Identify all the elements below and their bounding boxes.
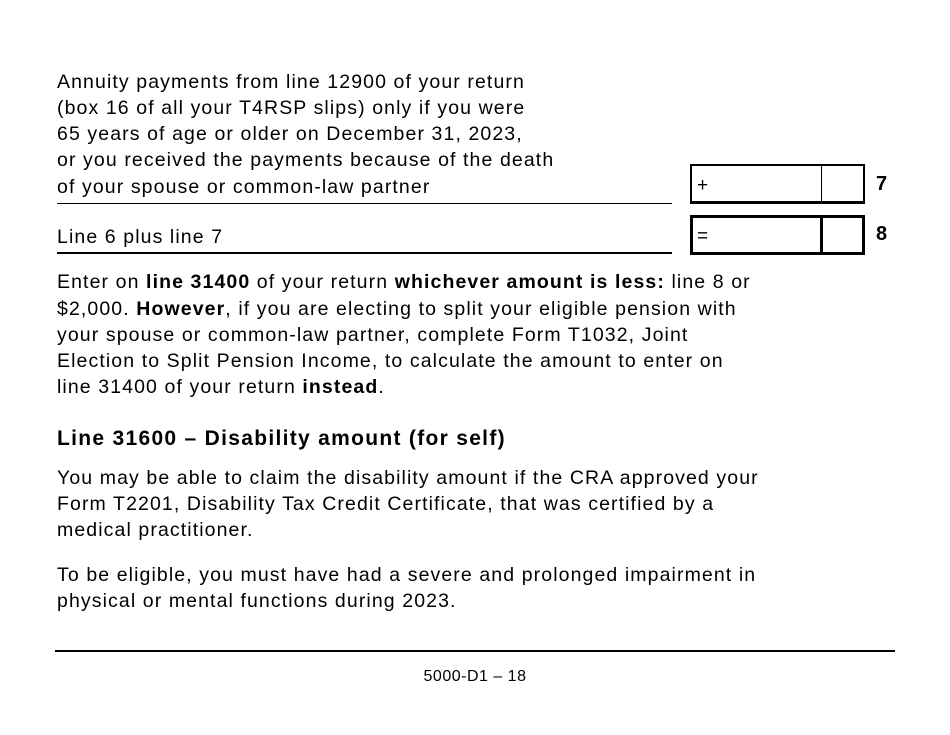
- instruction-line-2: $2,000. However, if you are electing to split your eligible pension with: [57, 298, 737, 320]
- equals-sign: =: [697, 226, 709, 247]
- line7-text-3: 65 years of age or older on December 31, 2023,: [57, 123, 523, 145]
- line7-underline: [57, 203, 672, 204]
- line7-text-5: of your spouse or common-law partner: [57, 176, 431, 198]
- para1-line-1: You may be able to claim the disability amount if the CRA approved your: [57, 467, 759, 489]
- line7-text-4: or you received the payments because of the death: [57, 149, 555, 171]
- instruction-line-4: Election to Split Pension Income, to calculate the amount to enter on: [57, 350, 724, 372]
- line8-underline: [57, 252, 672, 254]
- page-footer: 5000-D1 – 18: [423, 668, 527, 685]
- line7-text-1: Annuity payments from line 12900 of your return: [57, 71, 525, 93]
- para2-line-2: physical or mental functions during 2023.: [57, 590, 457, 612]
- line8-amount-field[interactable]: [690, 215, 865, 255]
- para1-line-2: Form T2201, Disability Tax Credit Certificate, that was certified by a: [57, 493, 715, 515]
- instruction-line-1: Enter on line 31400 of your return whichever amount is less: line 8 or: [57, 271, 751, 293]
- line-number-7: 7: [876, 173, 888, 195]
- instruction-line-3: your spouse or common-law partner, complete Form T1032, Joint: [57, 324, 689, 346]
- para2-line-1: To be eligible, you must have had a severe and prolonged impairment in: [57, 564, 757, 586]
- line-number-8: 8: [876, 223, 888, 245]
- cents-divider: [820, 218, 823, 252]
- instruction-line-5: line 31400 of your return instead.: [57, 376, 385, 398]
- footer-rule: [55, 650, 895, 652]
- cents-divider: [821, 166, 822, 201]
- line8-text: Line 6 plus line 7: [57, 226, 224, 248]
- line7-amount-field[interactable]: [690, 164, 865, 204]
- section-heading: Line 31600 – Disability amount (for self): [57, 427, 506, 450]
- plus-sign: +: [697, 175, 709, 196]
- line7-text-2: (box 16 of all your T4RSP slips) only if you were: [57, 97, 526, 119]
- para1-line-3: medical practitioner.: [57, 519, 254, 541]
